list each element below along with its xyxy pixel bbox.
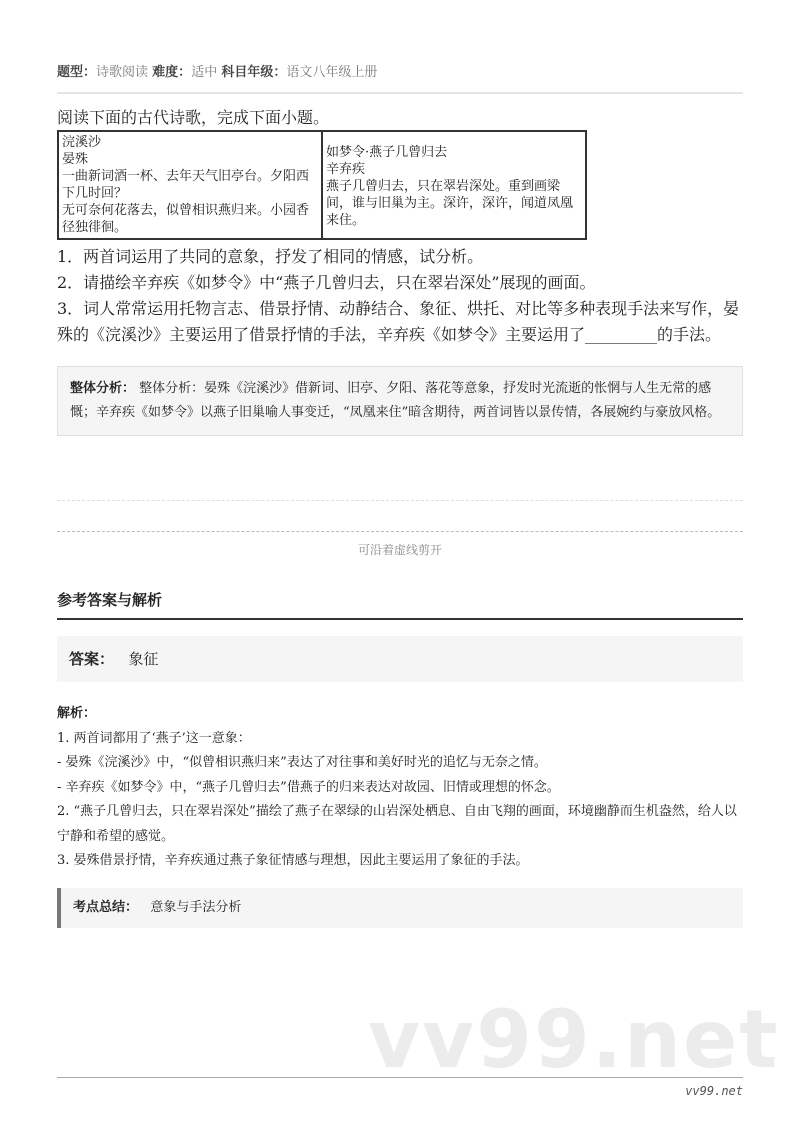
section-title: 参考答案与解析: [57, 591, 163, 609]
divider: [57, 92, 743, 94]
question-2: 2．请描绘辛弃疾《如梦令》中“燕子几曾归去，只在翠岩深处”展现的画面。: [57, 273, 596, 292]
instruction: 阅读下面的古代诗歌，完成下面小题。: [57, 108, 330, 127]
summary-box: 考点总结： 意象与手法分析: [57, 888, 743, 928]
cut-line: [57, 531, 743, 532]
poem-table: [57, 130, 587, 240]
question-meta: 题型：诗歌阅读 难度：适中 科目年级：语文八年级上册: [57, 65, 378, 80]
cut-hint: 可沿着虚线剪开: [357, 543, 442, 557]
dashed-line: [57, 500, 743, 501]
poem-2: 如梦令·燕子几曾归去 辛弃疾 燕子几曾归去，只在翠岩深处。重到画梁间，谁与旧巢为主。深许，深许，闻道凤凰来住。: [322, 131, 586, 239]
footer-divider: [57, 1077, 743, 1078]
question-1: 1．两首词运用了共同的意象，抒发了相同的情感，试分析。: [57, 247, 484, 266]
explanation: 解析： 1. 两首词都用了‘燕子’这一意象： - 晏殊《浣溪沙》中，“似曾相识燕归来”表达了对往事和美好时光的追忆与无奈之情。 - 辛弃疾《如梦令》中，“燕子几曾归去”借燕子的归来表达对故园、旧情或理想的怀念。 2. “燕子几曾归去，只在翠岩深处”描绘了燕子在翠绿的山岩深处栖息、自由飞翔的画面，环境幽静而生机盎然，给人以宁静和希望的感觉。 3. 晏殊借景抒情，辛弃疾通过燕子象征情感与理想，因此主要运用了象征的手法。: [57, 706, 737, 868]
divider: [57, 618, 743, 620]
watermark: vv99.net: [368, 993, 780, 1086]
page-content: [57, 64, 743, 928]
answer-box: 答案： 象征: [57, 636, 743, 682]
footer-site: vv99.net: [685, 1084, 743, 1098]
question-3: 3．词人常常运用托物言志、借景抒情、动静结合、象征、烘托、对比等多种表现手法来写作，晏殊的《浣溪沙》主要运用了借景抒情的手法，辛弃疾《如梦令》主要运用了_________的手法。: [57, 299, 740, 344]
analysis-box: 整体分析： 整体分析：晏殊《浣溪沙》借新词、旧亭、夕阳、落花等意象，抒发时光流逝的怅惘与人生无常的感慨；辛弃疾《如梦令》以燕子旧巢喻人事变迁，“凤凰来住”暗含期待，两首词皆以景传情，各展婉约与豪放风格。: [57, 366, 743, 436]
poem-1: 浣溪沙 晏殊 一曲新词酒一杯、去年天气旧亭台。夕阳西下几时回？ 无可奈何花落去，似曾相识燕归来。小园香径独徘徊。: [58, 131, 322, 239]
